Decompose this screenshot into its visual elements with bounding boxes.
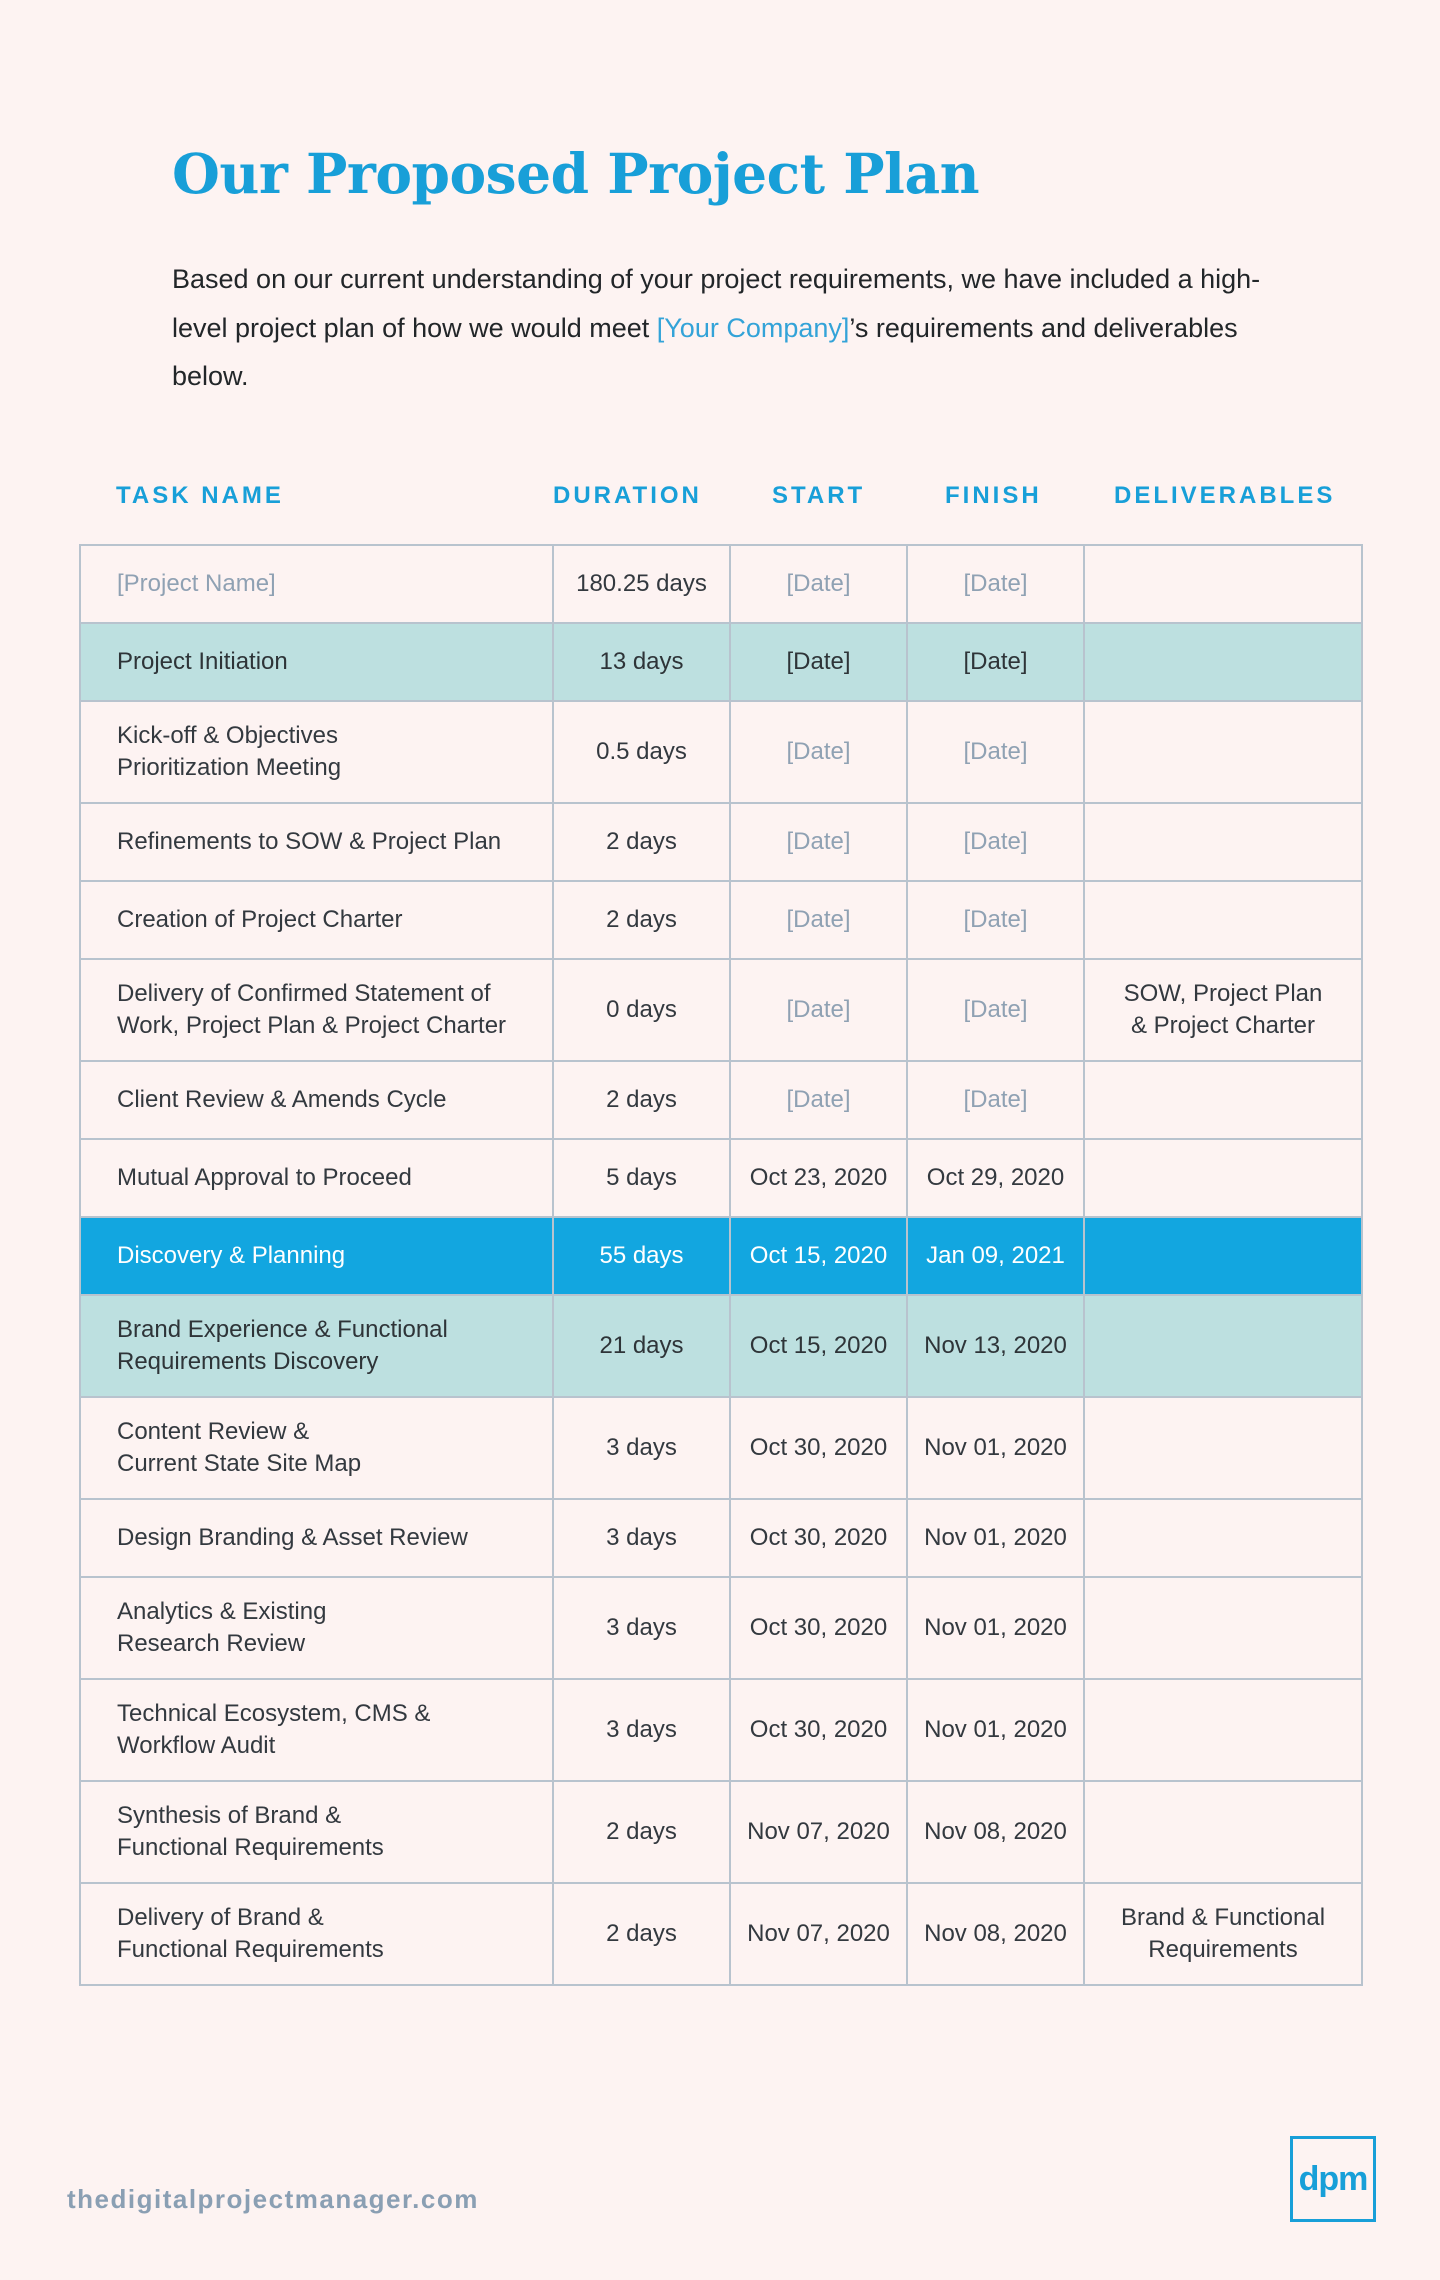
finish-date-cell: Nov 01, 2020: [907, 1499, 1084, 1577]
duration-cell: 55 days: [553, 1217, 730, 1295]
duration-cell: 3 days: [553, 1577, 730, 1679]
table-row: [80, 1139, 1362, 1217]
deliverables-cell: [1084, 1499, 1362, 1577]
start-date-cell: [Date]: [730, 1061, 907, 1139]
task-name-cell: Synthesis of Brand & Functional Requirements: [80, 1781, 553, 1883]
company-placeholder: [Your Company]: [656, 312, 850, 343]
table-row: [80, 1883, 1362, 1985]
duration-cell: 2 days: [553, 1061, 730, 1139]
column-headers: [79, 476, 1361, 516]
page-title: Our Proposed Project Plan: [172, 141, 980, 206]
dpm-logo-text: dpm: [1298, 2159, 1368, 2198]
start-date-cell: Oct 30, 2020: [730, 1397, 907, 1499]
column-header-start: START: [772, 482, 866, 509]
duration-cell: 2 days: [553, 803, 730, 881]
task-name-cell: Creation of Project Charter: [80, 881, 553, 959]
task-name-cell: Project Initiation: [80, 623, 553, 701]
intro-text-start: Based on our current understanding of your project requirements, we have included a high-level project plan of how we would meet: [172, 264, 1261, 343]
intro-text-end: ’s requirements and deliverables below.: [172, 312, 1238, 391]
start-date-cell: Nov 07, 2020: [730, 1883, 907, 1985]
start-date-cell: [Date]: [730, 881, 907, 959]
deliverables-cell: [1084, 545, 1362, 623]
task-name-cell: Delivery of Confirmed Statement of Work, Project Plan & Project Charter: [80, 959, 553, 1061]
table-row: [80, 959, 1362, 1061]
task-name-cell: Analytics & Existing Research Review: [80, 1577, 553, 1679]
table-row: [80, 881, 1362, 959]
finish-date-cell: [Date]: [907, 803, 1084, 881]
duration-cell: 5 days: [553, 1139, 730, 1217]
task-name-cell: Delivery of Brand & Functional Requirements: [80, 1883, 553, 1985]
duration-cell: 13 days: [553, 623, 730, 701]
start-date-cell: [Date]: [730, 623, 907, 701]
duration-cell: 2 days: [553, 1883, 730, 1985]
table-row: [80, 701, 1362, 803]
table-row-project: [80, 545, 1362, 623]
finish-date-cell: Nov 01, 2020: [907, 1397, 1084, 1499]
duration-cell: 3 days: [553, 1397, 730, 1499]
start-date-cell: Oct 30, 2020: [730, 1679, 907, 1781]
deliverables-cell: [1084, 1397, 1362, 1499]
finish-date-cell: Nov 01, 2020: [907, 1679, 1084, 1781]
deliverables-cell: [1084, 803, 1362, 881]
finish-date-cell: Nov 01, 2020: [907, 1577, 1084, 1679]
deliverables-cell: [1084, 1217, 1362, 1295]
task-name-cell: Client Review & Amends Cycle: [80, 1061, 553, 1139]
start-date-cell: Oct 30, 2020: [730, 1499, 907, 1577]
duration-cell: 0.5 days: [553, 701, 730, 803]
finish-date-cell: Nov 08, 2020: [907, 1883, 1084, 1985]
start-date-cell: [Date]: [730, 803, 907, 881]
deliverables-cell: [1084, 1679, 1362, 1781]
task-name-cell: Brand Experience & Functional Requirements Discovery: [80, 1295, 553, 1397]
column-header-duration: DURATION: [553, 482, 702, 509]
task-name-cell: Refinements to SOW & Project Plan: [80, 803, 553, 881]
finish-date-cell: Jan 09, 2021: [907, 1217, 1084, 1295]
start-date-cell: Nov 07, 2020: [730, 1781, 907, 1883]
start-date-cell: Oct 23, 2020: [730, 1139, 907, 1217]
finish-date-cell: [Date]: [907, 881, 1084, 959]
table-row-phase: [80, 623, 1362, 701]
deliverables-cell: [1084, 1577, 1362, 1679]
duration-cell: 21 days: [553, 1295, 730, 1397]
footer-website[interactable]: thedigitalprojectmanager.com: [67, 2184, 479, 2214]
column-header-deliverables: DELIVERABLES: [1114, 482, 1336, 509]
finish-date-cell: [Date]: [907, 701, 1084, 803]
deliverables-cell: SOW, Project Plan & Project Charter: [1084, 959, 1362, 1061]
duration-cell: 3 days: [553, 1679, 730, 1781]
task-name-cell: [Project Name]: [80, 545, 553, 623]
task-name-cell: Technical Ecosystem, CMS & Workflow Audit: [80, 1679, 553, 1781]
start-date-cell: Oct 30, 2020: [730, 1577, 907, 1679]
deliverables-cell: [1084, 1061, 1362, 1139]
start-date-cell: Oct 15, 2020: [730, 1217, 907, 1295]
table-row: [80, 1397, 1362, 1499]
intro-paragraph: [172, 255, 1312, 401]
finish-date-cell: [Date]: [907, 1061, 1084, 1139]
table-row: [80, 1499, 1362, 1577]
finish-date-cell: Nov 13, 2020: [907, 1295, 1084, 1397]
table-row-milestone: [80, 1217, 1362, 1295]
column-header-finish: FINISH: [945, 482, 1042, 509]
deliverables-cell: [1084, 1295, 1362, 1397]
duration-cell: 2 days: [553, 881, 730, 959]
duration-cell: 180.25 days: [553, 545, 730, 623]
start-date-cell: [Date]: [730, 701, 907, 803]
column-header-task-name: TASK NAME: [116, 482, 284, 509]
task-name-cell: Mutual Approval to Proceed: [80, 1139, 553, 1217]
task-name-cell: Design Branding & Asset Review: [80, 1499, 553, 1577]
duration-cell: 0 days: [553, 959, 730, 1061]
table-row: [80, 1061, 1362, 1139]
start-date-cell: [Date]: [730, 545, 907, 623]
finish-date-cell: [Date]: [907, 959, 1084, 1061]
duration-cell: 2 days: [553, 1781, 730, 1883]
table-row: [80, 803, 1362, 881]
deliverables-cell: [1084, 623, 1362, 701]
finish-date-cell: Oct 29, 2020: [907, 1139, 1084, 1217]
duration-cell: 3 days: [553, 1499, 730, 1577]
deliverables-cell: Brand & Functional Requirements: [1084, 1883, 1362, 1985]
task-name-cell: Kick-off & Objectives Prioritization Meeting: [80, 701, 553, 803]
table-row: [80, 1781, 1362, 1883]
finish-date-cell: [Date]: [907, 623, 1084, 701]
deliverables-cell: [1084, 701, 1362, 803]
table-row-phase: [80, 1295, 1362, 1397]
table-row: [80, 1679, 1362, 1781]
start-date-cell: Oct 15, 2020: [730, 1295, 907, 1397]
dpm-logo: [1290, 2136, 1376, 2222]
start-date-cell: [Date]: [730, 959, 907, 1061]
deliverables-cell: [1084, 1781, 1362, 1883]
task-name-cell: Discovery & Planning: [80, 1217, 553, 1295]
finish-date-cell: [Date]: [907, 545, 1084, 623]
finish-date-cell: Nov 08, 2020: [907, 1781, 1084, 1883]
table-row: [80, 1577, 1362, 1679]
project-plan-table: [79, 544, 1363, 1986]
deliverables-cell: [1084, 1139, 1362, 1217]
deliverables-cell: [1084, 881, 1362, 959]
task-name-cell: Content Review & Current State Site Map: [80, 1397, 553, 1499]
